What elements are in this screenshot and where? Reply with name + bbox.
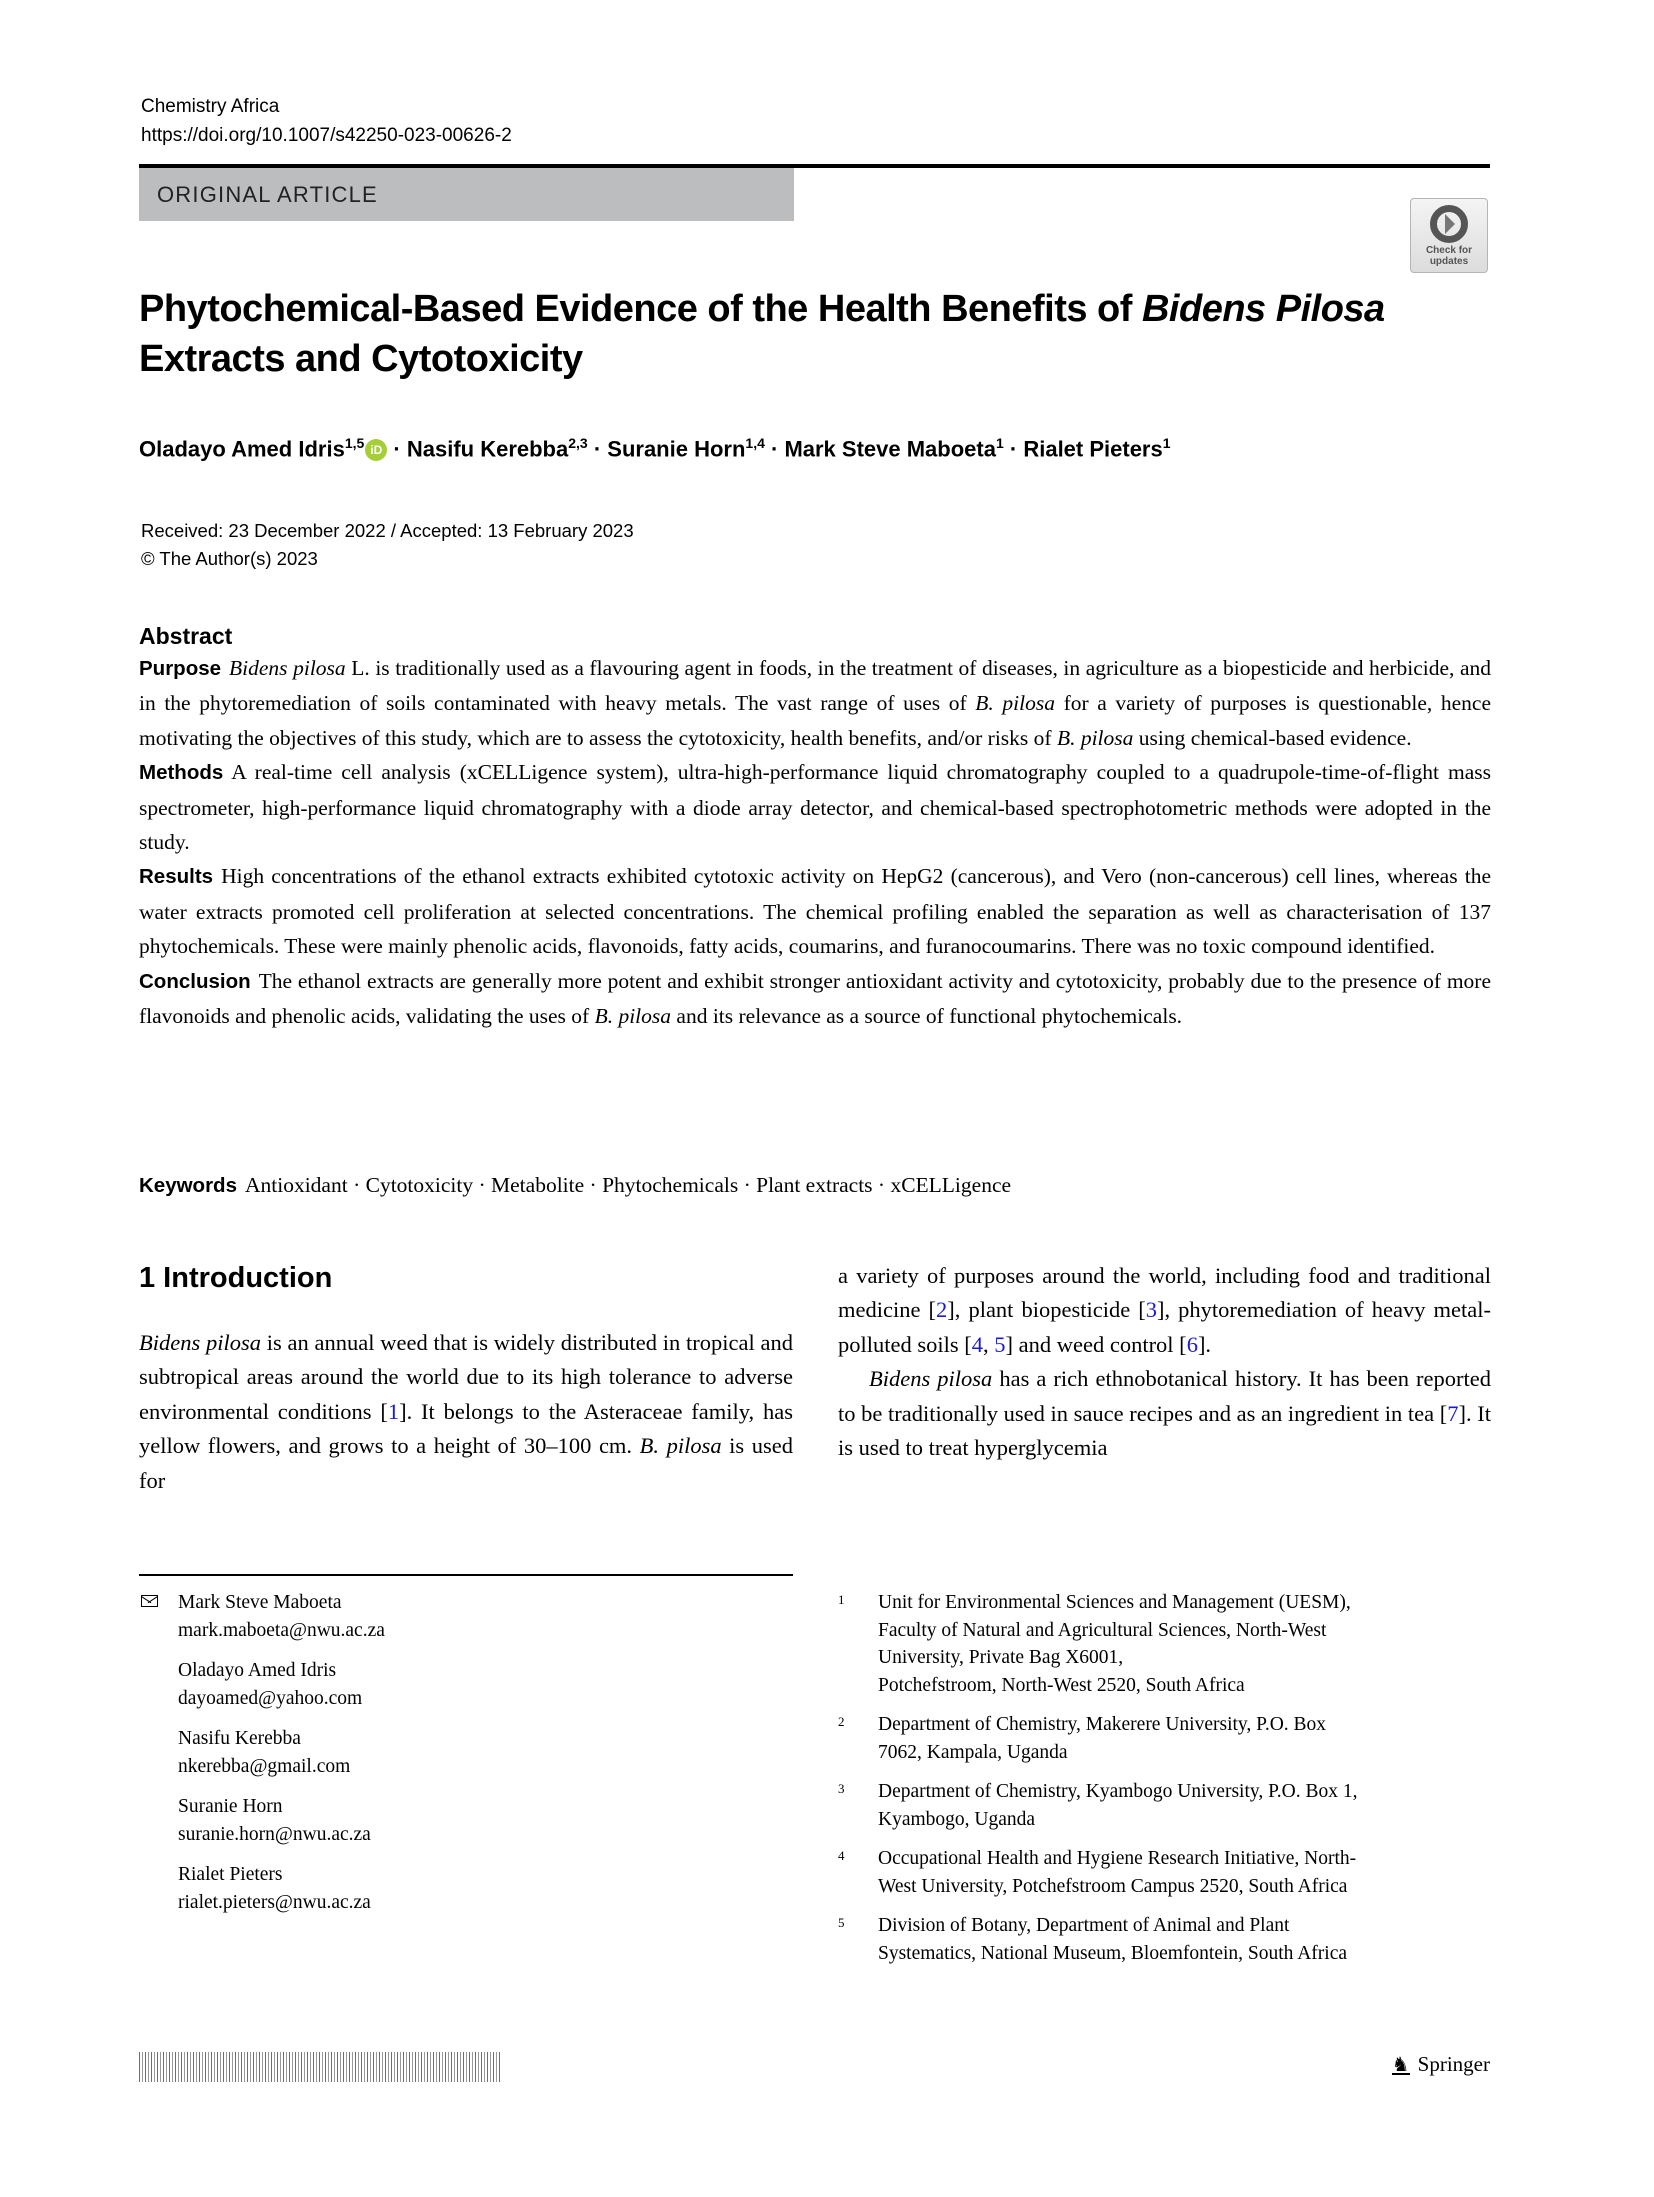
affiliation-entry: 2 Department of Chemistry, Makerere University, P.O. Box 7062, Kampala, Uganda	[838, 1714, 1327, 1763]
crossmark-icon	[1430, 205, 1468, 243]
contact-email[interactable]: mark.maboeta@nwu.ac.za	[178, 1620, 385, 1641]
title-species: Bidens Pilosa	[1141, 288, 1385, 330]
citation-link[interactable]: 3	[1145, 1297, 1157, 1323]
journal-header	[141, 92, 512, 150]
citation-link[interactable]: 1	[387, 1398, 400, 1424]
springer-horse-icon	[1392, 2051, 1412, 2075]
author-name[interactable]: Oladayo Amed Idris	[139, 436, 345, 462]
section-heading-introduction: 1 Introduction	[139, 1262, 333, 1294]
abstract-heading: Abstract	[139, 623, 233, 649]
contact-email[interactable]: nkerebba@gmail.com	[178, 1756, 351, 1777]
author-name[interactable]: Rialet Pieters	[1023, 436, 1163, 462]
affiliation-entry: 3 Department of Chemistry, Kyambogo University, P.O. Box 1, Kyambogo, Uganda	[838, 1781, 1358, 1830]
envelope-icon	[141, 1595, 158, 1607]
contact-entry	[139, 1589, 793, 1645]
contact-entry	[139, 1725, 793, 1781]
contact-email[interactable]: suranie.horn@nwu.ac.za	[178, 1824, 371, 1845]
intro-paragraph: Bidens pilosa is an annual weed that is widely distributed in tropical and subtropical areas around the world due to its high tolerance to adverse environmental conditions [1]. It belongs to the Asteraceae family, has yellow flowers, and grows to a height of 30–100 cm. B. pilosa is used for	[139, 1330, 794, 1493]
citation-link[interactable]: 7	[1447, 1400, 1459, 1426]
orcid-icon[interactable]: iD	[365, 439, 387, 461]
received-accepted: Received: 23 December 2022 / Accepted: 13 February 2023	[141, 520, 634, 541]
abstract-conclusion: Conclusion The ethanol extracts are generally more potent and exhibit stronger antioxidant activity and cytotoxicity, probably due to the presence of more flavonoids and phenolic acids, validating the uses of B. pilosa and its relevance as a source of functional phytochemicals.	[139, 968, 1491, 1029]
footnote-rule	[139, 1574, 793, 1576]
author-list: Oladayo Amed Idris$^{1,5}$ iD · Nasifu Kerebba$^{2,3}$ · Suranie Horn$^{1,4}$ · Mark Steve Maboeta$^1$ · Rialet Pieters$^1$	[139, 435, 1171, 462]
citation-link[interactable]: 2	[936, 1297, 948, 1323]
doi-link[interactable]: https://doi.org/10.1007/s42250-023-00626-2	[141, 125, 512, 146]
crossmark-button[interactable]	[1410, 198, 1488, 273]
contact-name: Suranie Horn	[178, 1796, 283, 1817]
article-dates	[141, 517, 634, 573]
affiliation-entry: 5 Division of Botany, Department of Animal and Plant Systematics, National Museum, Bloemfontein, South Africa	[838, 1915, 1348, 1964]
article-type-banner: ORIGINAL ARTICLE	[139, 168, 794, 221]
body-column-right	[838, 1259, 1491, 1465]
intro-paragraph: Bidens pilosa has a rich ethnobotanical history. It has been reported to be traditionally used in sauce recipes and as an ingredient in tea [7]. It is used to treat hyperglycemia	[838, 1366, 1491, 1461]
contact-name: Oladayo Amed Idris	[178, 1660, 337, 1681]
keywords-label: Keywords	[139, 1174, 237, 1197]
citation-link[interactable]: 6	[1186, 1331, 1198, 1357]
contact-email[interactable]: rialet.pieters@nwu.ac.za	[178, 1892, 371, 1913]
keywords	[139, 1168, 1011, 1203]
intro-paragraph: a variety of purposes around the world, including food and traditional medicine [2], plant biopesticide [3], phytoremediation of heavy metal-polluted soils [4, 5] and weed control [6].	[838, 1263, 1491, 1357]
abstract-purpose: Purpose Bidens pilosa L. is traditionally used as a flavouring agent in foods, in the treatment of diseases, in agriculture as a biopesticide and herbicide, and in the phytoremediation of soils contaminated with heavy metals. The vast range of uses of B. pilosa for a variety of purposes is questionable, hence motivating the objectives of this study, which are to assess the cytotoxicity, health benefits, and/or risks of B. pilosa using chemical-based evidence.	[139, 656, 1491, 750]
crossmark-label: Check for updates	[1425, 245, 1473, 267]
contact-email[interactable]: dayoamed@yahoo.com	[178, 1688, 363, 1709]
body-column-left	[139, 1326, 793, 1498]
affiliation-entry: 4 Occupational Health and Hygiene Research Initiative, North- West University, Potchefstroom Campus 2520, South Africa	[838, 1848, 1357, 1897]
citation-link[interactable]: 5	[994, 1331, 1006, 1357]
citation-link[interactable]: 4	[971, 1331, 983, 1357]
author-contacts	[139, 1589, 793, 1929]
contact-entry	[139, 1657, 793, 1713]
author-name[interactable]: Nasifu Kerebba	[406, 436, 569, 462]
abstract-results: Results High concentrations of the ethanol extracts exhibited cytotoxic activity on HepG2 (cancerous), and Vero (non-cancerous) cell lines, whereas the water extracts promoted cell proliferation at selected concentrations. The chemical profiling enabled the separation as well as characterisation of 137 phytochemicals. These were mainly phenolic acids, flavonoids, fatty acids, coumarins, and furanocoumarins. There was no toxic compound identified.	[139, 864, 1491, 959]
author-name[interactable]: Mark Steve Maboeta	[784, 436, 996, 462]
author-name[interactable]: Suranie Horn	[607, 436, 746, 462]
affiliations	[838, 1589, 1498, 1979]
publisher-logo	[1392, 2049, 1490, 2079]
contact-entry	[139, 1793, 793, 1849]
keywords-list: Antioxidant · Cytotoxicity · Metabolite · Phytochemicals · Plant extracts · xCELLigence	[244, 1173, 1012, 1197]
article-title: Phytochemical-Based Evidence of the Health Benefits of Bidens Pilosa Extracts and Cytotoxicity	[139, 288, 1385, 380]
affiliation-entry: 1 Unit for Environmental Sciences and Management (UESM), Faculty of Natural and Agricultural Sciences, North-West University, Private Bag X6001, Potchefstroom, North-West 2520, South Africa	[838, 1592, 1351, 1696]
abstract-section	[139, 621, 1491, 1033]
contact-name: Rialet Pieters	[178, 1864, 283, 1885]
abstract-methods: Methods A real-time cell analysis (xCELLigence system), ultra-high-performance liquid chromatography coupled to a quadrupole-time-of-flight mass spectrometer, high-performance liquid chromatography with a diode array detector, and chemical-based spectrophotometric methods were adopted in the study.	[139, 760, 1491, 855]
journal-name: Chemistry Africa	[141, 96, 280, 117]
contact-name: Mark Steve Maboeta	[178, 1592, 342, 1613]
copyright: © The Author(s) 2023	[141, 548, 318, 569]
publisher-name: Springer	[1417, 2052, 1490, 2076]
contact-name: Nasifu Kerebba	[178, 1728, 301, 1749]
barcode-icon	[139, 2052, 501, 2082]
contact-entry	[139, 1861, 793, 1917]
